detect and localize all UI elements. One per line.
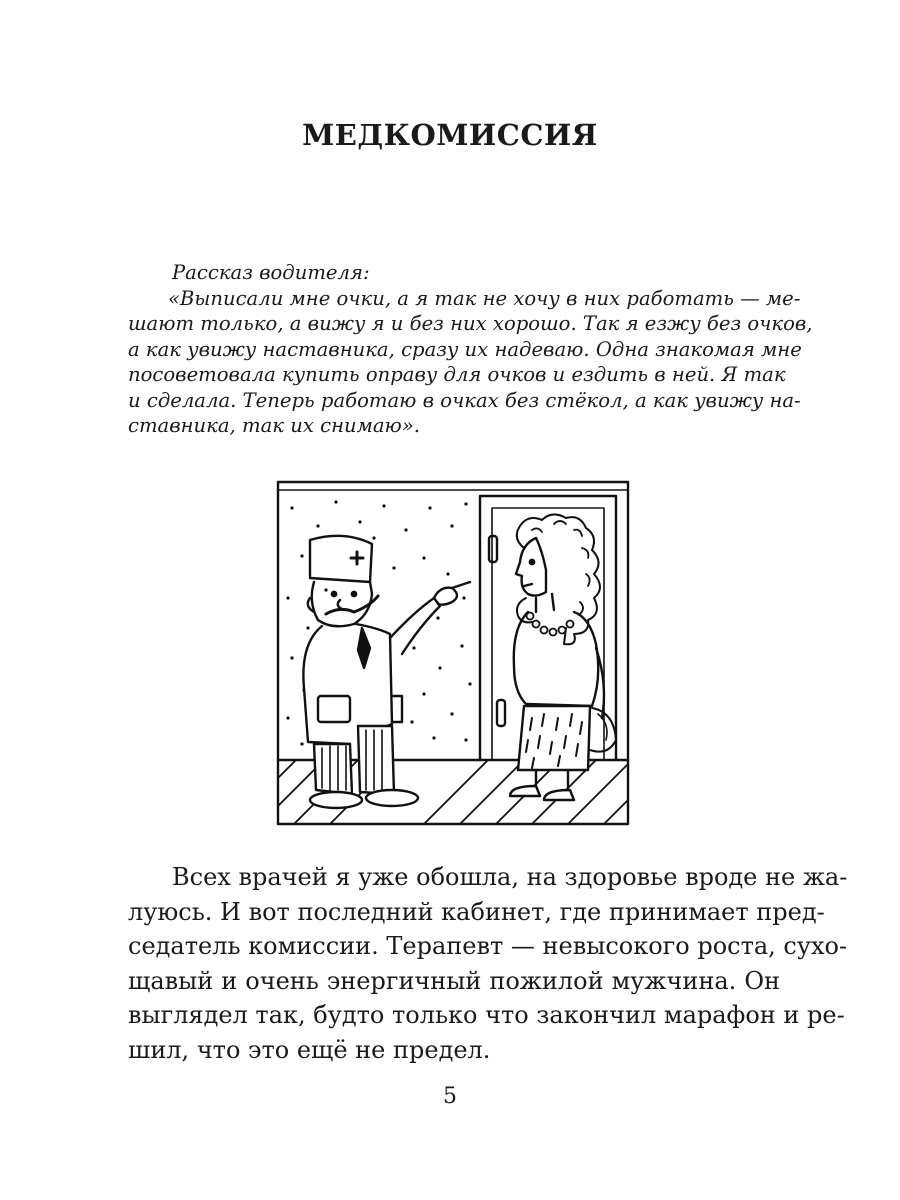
epigraph-line: а как увижу наставника, сразу их надеваю. Одна знакомая мне	[128, 337, 802, 361]
body-line: луюсь. И вот последний кабинет, где принимает пред-	[128, 897, 825, 926]
body-line: Всех врачей я уже обошла, на здоровье вроде не жа-	[172, 863, 848, 891]
epigraph	[128, 260, 813, 439]
woman-figure	[510, 514, 616, 800]
epigraph-line: «Выписали мне очки, а я так не хочу в них работать — ме-	[168, 286, 801, 310]
page-number: 5	[443, 1084, 457, 1109]
body-line: шил, что это ещё не предел.	[128, 1035, 491, 1064]
chapter-title: МЕДКОМИССИЯ	[302, 118, 598, 152]
body-line: седатель комиссии. Терапевт — невысокого роста, сухо-	[128, 932, 848, 960]
epigraph-line: ставника, так их снимаю».	[128, 414, 420, 437]
cartoon-illustration	[274, 478, 632, 828]
body-paragraph	[128, 860, 848, 1067]
epigraph-line: и сделала. Теперь работаю в очках без стёкол, а как увижу на-	[128, 388, 801, 412]
epigraph-line: посоветовала купить оправу для очков и ездить в ней. Я так	[128, 363, 786, 386]
body-line: щавый и очень энергичный пожилой мужчина. Он	[128, 966, 780, 995]
doctor-figure	[303, 536, 470, 808]
epigraph-line: Рассказ водителя:	[172, 261, 370, 284]
epigraph-line: шают только, а вижу я и без них хорошо. Так я езжу без очков,	[128, 312, 813, 335]
body-line: выглядел так, будто только что закончил марафон и ре-	[128, 1001, 845, 1029]
